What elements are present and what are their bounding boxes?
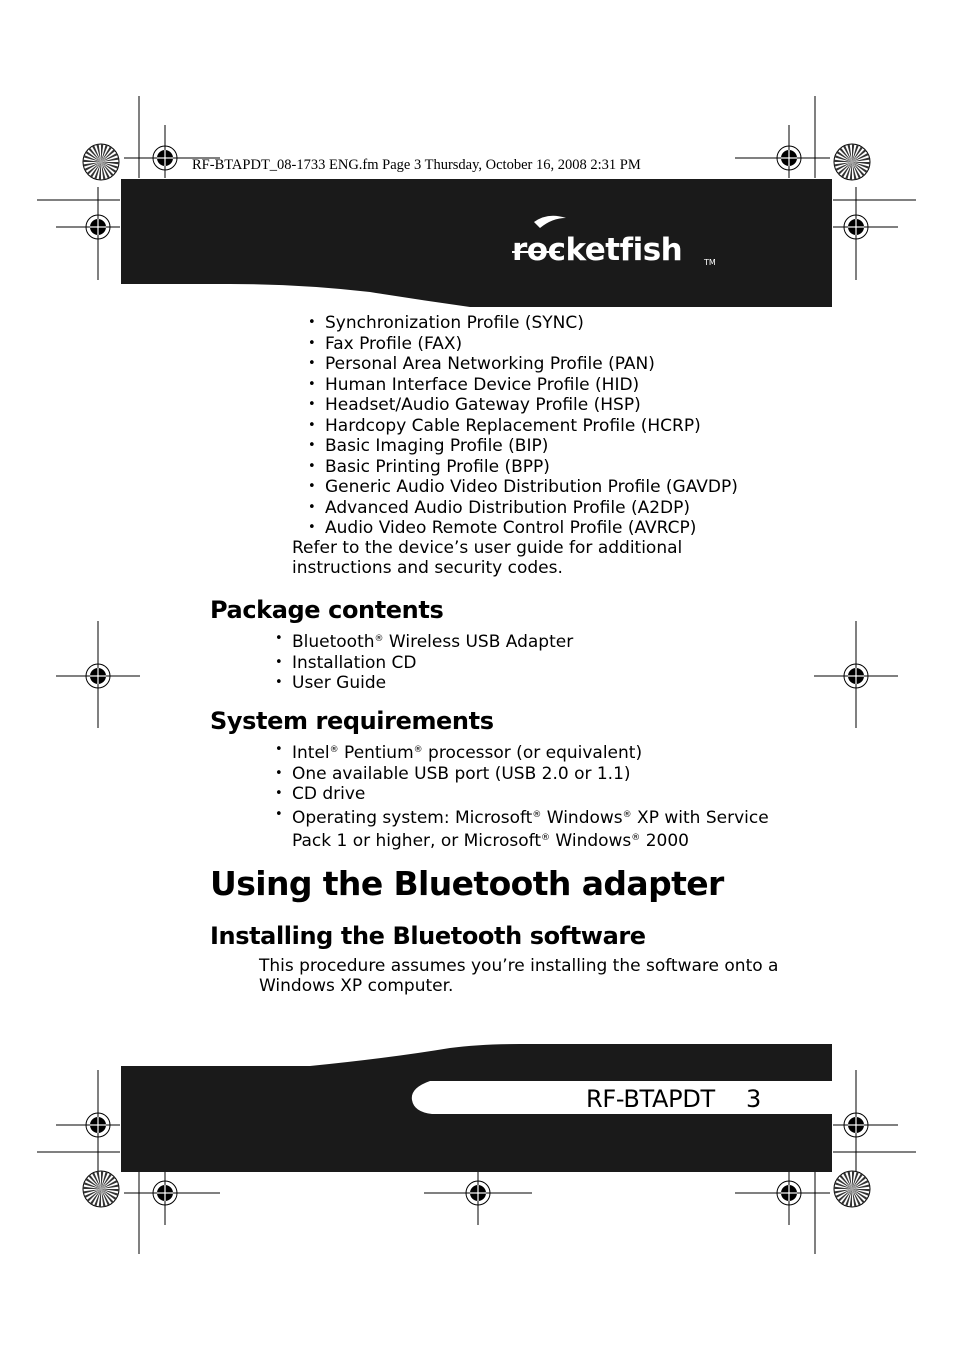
- using-adapter-heading: Using the Bluetooth adapter: [210, 864, 724, 903]
- list-item: • One available USB port (USB 2.0 or 1.1): [292, 764, 769, 785]
- star-target-icon: [834, 144, 870, 180]
- header-band: [121, 179, 832, 307]
- list-item: • Intel® Pentium® processor (or equivalent): [292, 740, 769, 764]
- file-slug: RF-BTAPDT_08-1733 ENG.fm Page 3 Thursday, October 16, 2008 2:31 PM: [192, 157, 641, 173]
- profile-list: [325, 313, 738, 539]
- list-item: • Headset/Audio Gateway Profile (HSP): [325, 395, 738, 416]
- list-item: • Basic Imaging Profile (BIP): [325, 436, 738, 457]
- star-target-icon: [834, 1171, 870, 1207]
- list-item: • Human Interface Device Profile (HID): [325, 375, 738, 396]
- list-item: • User Guide: [292, 673, 573, 694]
- list-item: • Hardcopy Cable Replacement Profile (HCRP): [325, 416, 738, 437]
- refer-line: instructions and security codes.: [292, 558, 563, 578]
- installing-software-heading: Installing the Bluetooth software: [210, 922, 646, 950]
- list-item: • Personal Area Networking Profile (PAN): [325, 354, 738, 375]
- package-list: [292, 629, 573, 694]
- star-target-icon: [83, 144, 119, 180]
- list-item: • Bluetooth® Wireless USB Adapter: [292, 629, 573, 653]
- logo-trademark: TM: [704, 258, 716, 267]
- requirements-list: [292, 740, 769, 851]
- list-item: • Advanced Audio Distribution Profile (A2DP): [325, 498, 738, 519]
- list-item: • Operating system: Microsoft® Windows® XP with Service: [292, 805, 769, 829]
- star-target-icon: [83, 1171, 119, 1207]
- list-item: • Installation CD: [292, 653, 573, 674]
- list-item: • Basic Printing Profile (BPP): [325, 457, 738, 478]
- list-item: • CD drive: [292, 784, 769, 805]
- list-item-continuation: Pack 1 or higher, or Microsoft® Windows® 2000: [292, 830, 689, 851]
- page-number: 3: [746, 1085, 762, 1113]
- system-requirements-heading: System requirements: [210, 707, 494, 735]
- rocketfish-logo: rocketfish: [512, 232, 683, 268]
- list-item: • Audio Video Remote Control Profile (AVRCP): [325, 518, 738, 539]
- install-paragraph: [259, 956, 778, 996]
- refer-paragraph: [292, 538, 682, 578]
- list-item: • Generic Audio Video Distribution Profile (GAVDP): [325, 477, 738, 498]
- footer-band: [121, 1044, 832, 1172]
- package-contents-heading: Package contents: [210, 596, 444, 624]
- install-line: Windows XP computer.: [259, 976, 454, 996]
- list-item: • Fax Profile (FAX): [325, 334, 738, 355]
- install-line: This procedure assumes you’re installing the software onto a: [259, 956, 779, 976]
- footer-model: RF-BTAPDT: [586, 1085, 715, 1113]
- refer-line: Refer to the device’s user guide for additional: [292, 538, 683, 558]
- list-item: • Synchronization Profile (SYNC): [325, 313, 738, 334]
